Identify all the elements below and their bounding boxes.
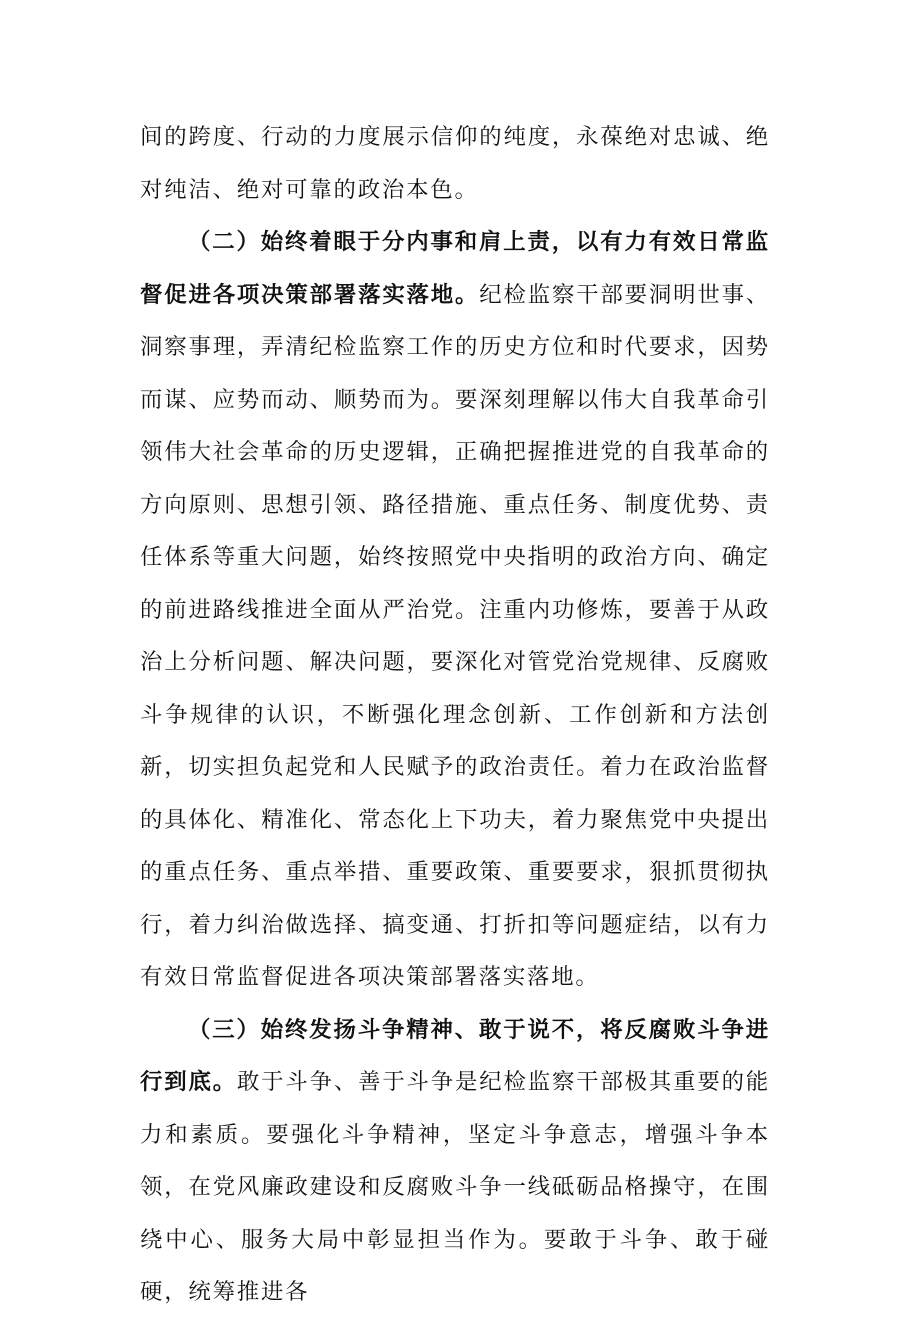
paragraph-section-2 [140,216,770,1004]
paragraph-text: 纪检监察干部要洞明世事、洞察事理，弄清纪检监察工作的历史方位和时代要求，因势而谋、应势而动、顺势而为。要深刻理解以伟大自我革命引领伟大社会革命的历史逻辑，正确把握推进党的自我革命的方向原则、思想引领、路径措施、重点任务、制度优势、责任体系等重大问题，始终按照党中央指明的政治方向、确定的前进路线推进全面从严治党。注重内功修炼，要善于从政治上分析问题、解决问题，要深化对管党治党规律、反腐败斗争规律的认识，不断强化理念创新、工作创新和方法创新，切实担负起党和人民赋予的政治责任。着力在政治监督的具体化、精准化、常态化上下功夫，着力聚焦党中央提出的重点任务、重点举措、重要政策、重要要求，狠抓贯彻执行，着力纠治做选择、搞变通、打折扣等问题症结，以有力有效日常监督促进各项决策部署落实落地。 [140,281,770,990]
document-body [140,111,770,1319]
paragraph-continued [140,111,770,216]
section-heading: （二）始终着眼于分内事和肩上责，以有力有效日常监督促进各项决策部署落实落地。 [140,229,770,308]
paragraph-text: 敢于斗争、善于斗争是纪检监察干部极其重要的能力和素质。要强化斗争精神，坚定斗争意志，增强斗争本领，在党风廉政建设和反腐败斗争一线砥砺品格操守，在围绕中心、服务大局中彰显担当作为。要敢于斗争、敢于碰硬，统筹推进各 [140,1069,770,1305]
paragraph-section-3 [140,1004,770,1319]
section-heading: （三）始终发扬斗争精神、敢于说不，将反腐败斗争进行到底。 [140,1016,770,1095]
paragraph-text: 间的跨度、行动的力度展示信仰的纯度，永葆绝对忠诚、绝对纯洁、绝对可靠的政治本色。 [140,124,770,203]
